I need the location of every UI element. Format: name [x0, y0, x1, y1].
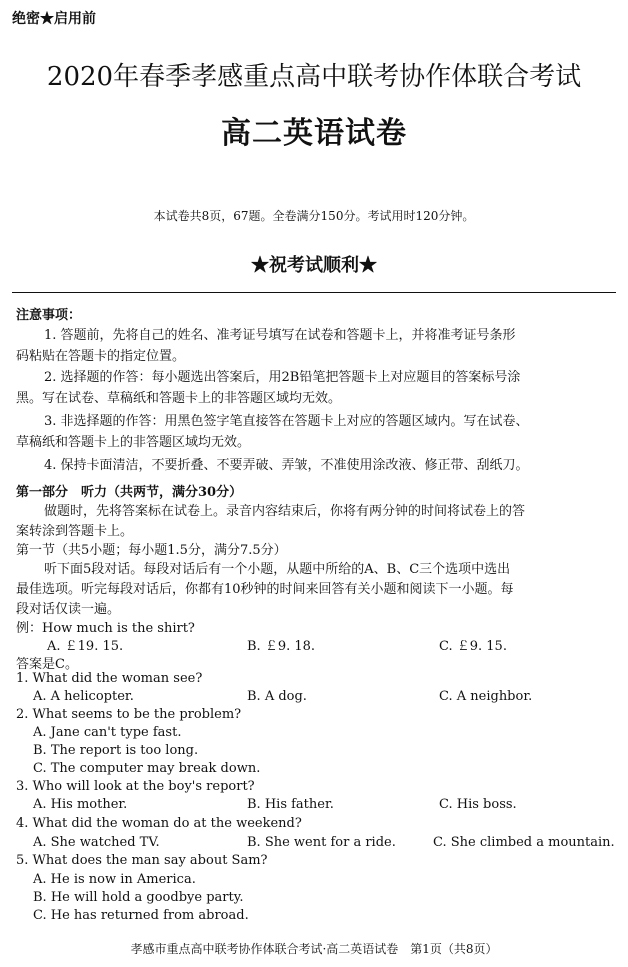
question-option: C. The computer may break down.: [33, 761, 261, 776]
question-option: A. She watched TV.: [33, 835, 160, 850]
exam-title: 2020年春季孝感重点高中联考协作体联合考试: [46, 62, 582, 92]
example-option-a: A. ￡19. 15.: [47, 639, 124, 654]
note-line: 2. 选择题的作答：每小题选出答案后，用2B铅笔把答题卡上对应题目的答案标号涂: [44, 370, 521, 385]
question-option: A. He is now in America.: [33, 872, 196, 887]
example-answer: 答案是C。: [16, 657, 78, 672]
question-option: C. His boss.: [439, 797, 517, 812]
question-option: B. The report is too long.: [33, 743, 199, 758]
section1-heading: 第一节（共5小题；每小题1.5分，满分7.5分）: [16, 543, 287, 558]
question-stem: 4. What did the woman do at the weekend?: [16, 816, 302, 831]
part1-heading: 第一部分 听力（共两节，满分30分）: [16, 485, 243, 500]
note-line: 码粘贴在答题卡的指定位置。: [16, 349, 186, 364]
note-line: 3. 非选择题的作答：用黑色签字笔直接答在答题卡上对应的答题区域内。写在试卷、: [44, 414, 529, 429]
question-option: C. A neighbor.: [439, 689, 533, 704]
question-option: B. He will hold a goodbye party.: [33, 890, 244, 905]
part1-instruction: 做题时，先将答案标在试卷上。录音内容结束后，你将有两分钟的时间将试卷上的答: [44, 504, 526, 519]
question-option: B. She went for a ride.: [247, 835, 396, 850]
note-line: 1. 答题前，先将自己的姓名、准考证号填写在试卷和答题卡上，并将准考证号条形: [44, 328, 516, 343]
question-option: B. His father.: [247, 797, 334, 812]
good-luck-banner: ★祝考试顺利★: [251, 255, 377, 276]
exam-info: 本试卷共8页，67题。全卷满分150分。考试用时120分钟。: [153, 209, 475, 223]
part1-instruction: 案转涂到答题卡上。: [16, 524, 134, 539]
question-stem: 1. What did the woman see?: [16, 671, 203, 686]
section1-instruction: 段对话仅读一遍。: [16, 602, 121, 617]
section1-instruction: 最佳选项。听完每段对话后，你都有10秒钟的时间来回答有关小题和阅读下一小题。每: [16, 582, 514, 597]
question-option: B. A dog.: [247, 689, 307, 704]
subject-title: 高二英语试卷: [221, 116, 407, 151]
question-stem: 3. Who will look at the boy's report?: [16, 779, 255, 794]
note-line: 草稿纸和答题卡上的非答题区域均无效。: [16, 435, 251, 450]
question-stem: 2. What seems to be the problem?: [16, 707, 242, 722]
question-option: A. His mother.: [33, 797, 128, 812]
divider: [12, 292, 616, 293]
example-question: 例：How much is the shirt?: [16, 621, 195, 636]
note-line: 黑。写在试卷、草稿纸和答题卡上的非答题区域均无效。: [16, 391, 342, 406]
question-option: A. A helicopter.: [33, 689, 134, 704]
note-line: 4. 保持卡面清洁，不要折叠、不要弄破、弄皱，不准使用涂改液、修正带、刮纸刀。: [44, 458, 529, 473]
example-option-c: C. ￡9. 15.: [439, 639, 507, 654]
question-option: C. He has returned from abroad.: [33, 908, 249, 923]
question-option: C. She climbed a mountain.: [433, 835, 615, 850]
example-option-b: B. ￡9. 18.: [247, 639, 316, 654]
question-option: A. Jane can't type fast.: [33, 725, 182, 740]
confidential-label: 绝密★启用前: [12, 11, 96, 27]
section1-instruction: 听下面5段对话。每段对话后有一个小题，从题中所给的A、B、C三个选项中选出: [44, 562, 511, 577]
notes-heading: 注意事项：: [16, 308, 82, 323]
page-footer: 孝感市重点高中联考协作体联合考试·高二英语试卷 第1页（共8页）: [130, 942, 498, 956]
question-stem: 5. What does the man say about Sam?: [16, 853, 268, 868]
